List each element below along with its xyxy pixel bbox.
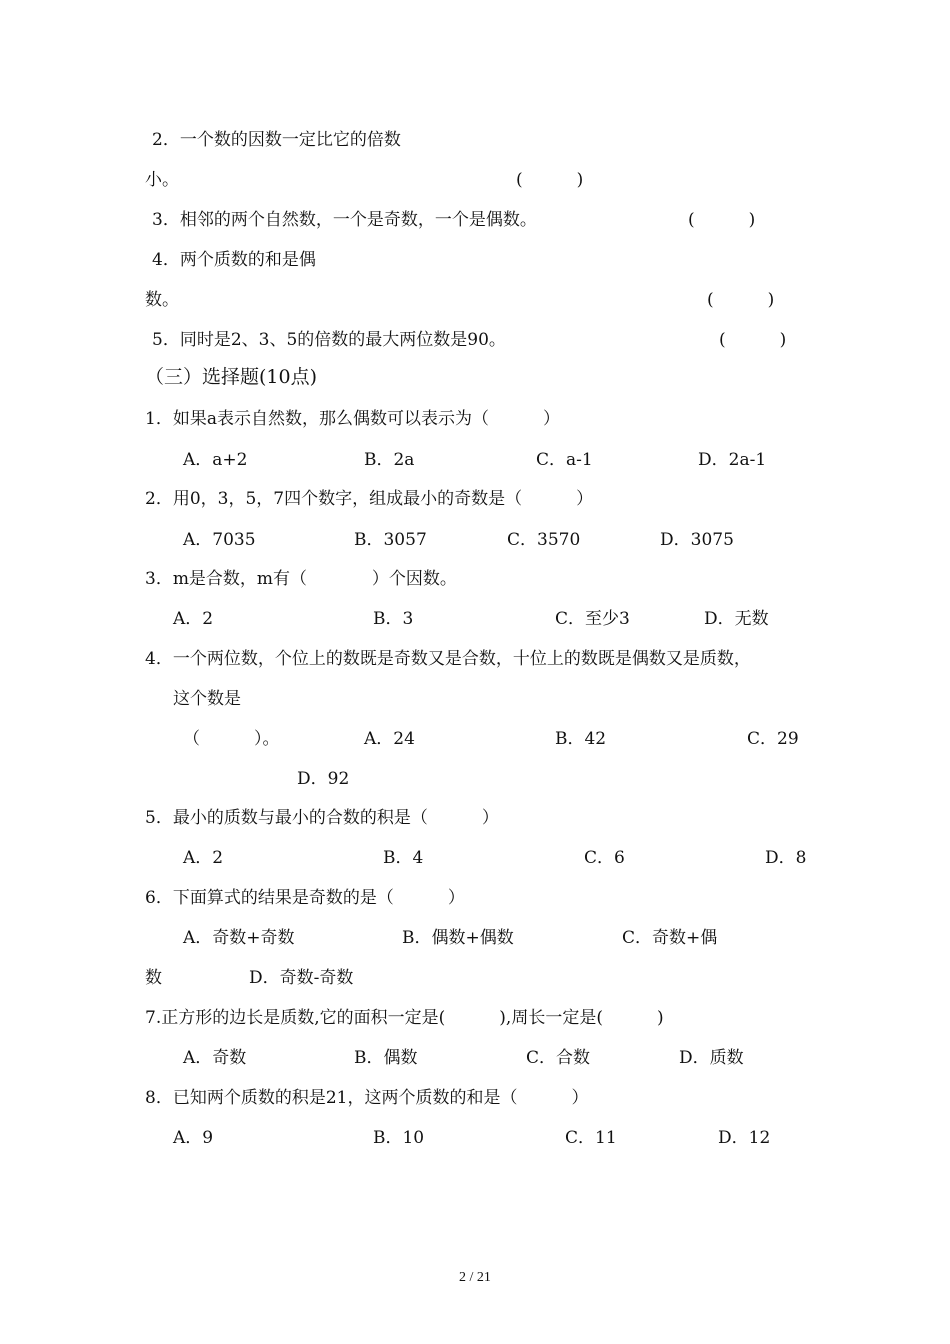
choice-q6-option-a: A．奇数+奇数	[183, 928, 295, 948]
choice-q3: 3．m是合数，m有（ ）个因数。	[145, 569, 457, 589]
choice-q2-option-b: B．3057	[354, 530, 427, 550]
choice-q3-option-b: B．3	[373, 609, 414, 629]
choice-q6-option-b: B．偶数+偶数	[402, 928, 514, 948]
choice-q1-option-c: C．a-1	[536, 450, 593, 470]
choice-q4-answer-paren: （ ）。	[183, 729, 280, 749]
judge-q4-answer-paren: ( )	[707, 290, 775, 310]
judge-q3: 3．相邻的两个自然数，一个是奇数，一个是偶数。	[152, 210, 537, 230]
choice-q2-option-a: A．7035	[183, 530, 256, 550]
choice-q2-option-c: C．3570	[507, 530, 581, 550]
choice-q6-option-c-wrap: 数	[145, 968, 162, 988]
choice-q1-option-b: B．2a	[364, 450, 415, 470]
choice-q4-option-b: B．42	[555, 729, 607, 749]
choice-q8-option-b: B．10	[373, 1128, 425, 1148]
choice-q1-option-a: A．a+2	[183, 450, 248, 470]
choice-q5-option-d: D．8	[765, 848, 807, 868]
choice-q5-option-c: C．6	[584, 848, 625, 868]
choice-q3-option-d: D．无数	[704, 609, 769, 629]
judge-q5: 5．同时是2、3、5的倍数的最大两位数是90。	[152, 330, 506, 350]
choice-q4-option-a: A．24	[364, 729, 415, 749]
judge-q4-line2: 数。	[145, 290, 179, 310]
choice-q7-option-d: D．质数	[679, 1048, 744, 1068]
judge-q2-line2: 小。	[145, 170, 179, 190]
choice-q3-option-a: A．2	[173, 609, 214, 629]
choice-q2: 2．用0，3，5，7四个数字，组成最小的奇数是（ ）	[145, 489, 594, 509]
choice-q8-option-d: D．12	[718, 1128, 771, 1148]
page-number: 2 / 21	[459, 1270, 491, 1285]
choice-q7-option-a: A．奇数	[183, 1048, 247, 1068]
choice-q7-option-c: C．合数	[526, 1048, 591, 1068]
choice-q8: 8．已知两个质数的积是21，这两个质数的和是（ ）	[145, 1088, 589, 1108]
section-title: （三）选择题(10点)	[145, 366, 318, 388]
choice-q4-option-d: D．92	[297, 769, 350, 789]
judge-q4-line1: 4．两个质数的和是偶	[152, 250, 316, 270]
judge-q3-answer-paren: ( )	[688, 210, 756, 230]
choice-q6: 6．下面算式的结果是奇数的是（ ）	[145, 888, 465, 908]
choice-q6-option-d: D．奇数-奇数	[249, 968, 354, 988]
choice-q4-option-c: C．29	[747, 729, 799, 749]
choice-q5-option-b: B．4	[383, 848, 424, 868]
choice-q6-option-c: C．奇数+偶	[622, 928, 718, 948]
choice-q3-option-c: C．至少3	[555, 609, 630, 629]
choice-q4-line1: 4．一个两位数，个位上的数既是奇数又是合数，十位上的数既是偶数又是质数，	[145, 649, 751, 669]
choice-q5-option-a: A．2	[183, 848, 224, 868]
choice-q7-option-b: B．偶数	[354, 1048, 418, 1068]
choice-q7: 7.正方形的边长是质数,它的面积一定是( ),周长一定是( )	[145, 1008, 664, 1028]
choice-q4-line2: 这个数是	[173, 689, 241, 709]
judge-q2-line1: 2．一个数的因数一定比它的倍数	[152, 130, 401, 150]
choice-q8-option-a: A．9	[173, 1128, 214, 1148]
choice-q8-option-c: C．11	[565, 1128, 617, 1148]
judge-q5-answer-paren: ( )	[719, 330, 787, 350]
choice-q1-option-d: D．2a-1	[698, 450, 767, 470]
choice-q1: 1．如果a表示自然数，那么偶数可以表示为（ ）	[145, 409, 560, 429]
choice-q2-option-d: D．3075	[660, 530, 734, 550]
choice-q5: 5．最小的质数与最小的合数的积是（ ）	[145, 808, 499, 828]
judge-q2-answer-paren: ( )	[516, 170, 584, 190]
